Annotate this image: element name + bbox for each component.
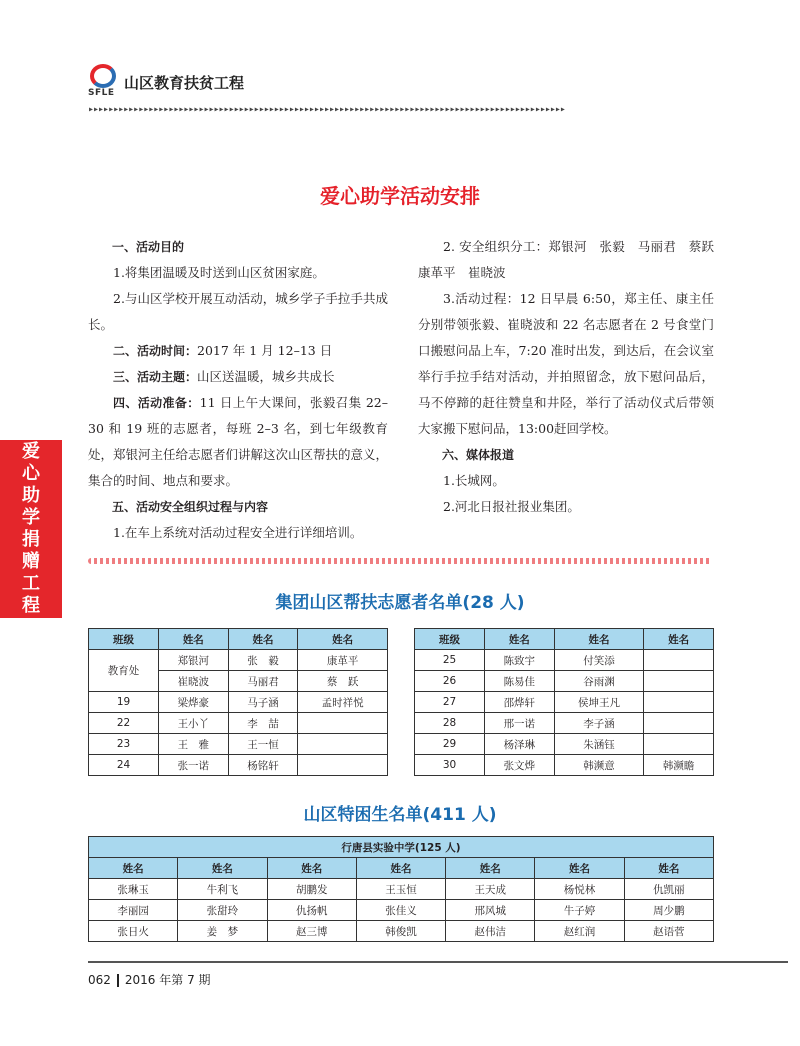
column-header: 姓名 <box>554 629 644 650</box>
column-header: 姓名 <box>178 858 267 879</box>
paragraph: 1.将集团温暖及时送到山区贫困家庭。 <box>113 265 325 280</box>
column-header: 班级 <box>89 629 159 650</box>
right-column <box>418 234 727 520</box>
table-row: 张日火 姜 梦 赵三博 韩俊凯 赵伟洁 赵红润 赵语菅 <box>89 921 714 942</box>
paragraph: 三、活动主题：山区送温暖，城乡共成长 <box>113 369 335 384</box>
page-footer <box>88 971 211 988</box>
column-header: 姓名 <box>356 858 445 879</box>
article-title: 爱心助学活动安排 <box>320 184 480 208</box>
students-table <box>88 836 714 942</box>
column-header: 姓名 <box>267 858 356 879</box>
paragraph: 3.活动过程：12 日早晨 6:50，郑主任、康主任分别带领张毅、崔晓波和 22 名志愿者在 2 号食堂门口搬慰问品上车，7:20 准时出发，到达后，在会议室举行手拉手结对活动，并拍照留念，放下慰问品后，马不停蹄的赶往赞皇和井陉，举行了活动仪式后带领大家搬下慰问品，13:00赶回学校。 <box>418 291 714 436</box>
page-header <box>88 62 244 102</box>
section-sidebar-tab: 爱 心 助 学 捐 赠 工 程 <box>0 440 62 618</box>
column-header: 姓名 <box>298 629 388 650</box>
sfle-logo-icon: SFLE <box>88 64 118 100</box>
table-row: 29 杨泽琳 朱涵钰 <box>415 734 714 755</box>
header-title: 山区教育扶贫工程 <box>124 73 245 92</box>
footer-rule <box>88 961 788 963</box>
volunteers-title: 集团山区帮扶志愿者名单(28 人) <box>275 593 525 613</box>
column-header: 姓名 <box>535 858 624 879</box>
column-header: 姓名 <box>89 858 178 879</box>
paragraph: 2.河北日报社报业集团。 <box>443 499 580 514</box>
table-row: 25 陈致宇 付笑添 <box>415 650 714 671</box>
section-heading: 六、媒体报道 <box>442 448 515 462</box>
table-row: 张琳玉 牛利飞 胡鹏发 王玉恒 王天成 杨悦林 仇凯丽 <box>89 879 714 900</box>
page-number: 062 <box>88 973 111 987</box>
table-row: 19 梁烨豪 马子涵 孟时祥悦 <box>89 692 388 713</box>
paragraph: 2.与山区学校开展互动活动，城乡学子手拉手共成长。 <box>88 291 388 332</box>
table-row: 23 王 雅 王一恒 <box>89 734 388 755</box>
table-row: 教育处 郑银河 张 毅 康革平 <box>89 650 388 671</box>
school-header: 行唐县实验中学(125 人) <box>89 837 714 858</box>
table-row: 27 邵烨轩 侯坤王凡 <box>415 692 714 713</box>
column-header: 姓名 <box>228 629 298 650</box>
table-row: 李丽园 张甜玲 仇扬帆 张佳义 邢风城 牛子婷 周少鹏 <box>89 900 714 921</box>
footer-separator <box>117 974 119 987</box>
students-title: 山区特困生名单(411 人) <box>303 805 497 825</box>
paragraph: 2. 安全组织分工：郑银河 张毅 马丽君 蔡跃 康革平 崔晓波 <box>418 239 727 280</box>
header-divider: ▸▸▸▸▸▸▸▸▸▸▸▸▸▸▸▸▸▸▸▸▸▸▸▸▸▸▸▸▸▸▸▸▸▸▸▸▸▸▸▸▸▸▸▸▸▸▸▸▸▸▸▸▸▸▸▸▸▸▸▸▸▸▸▸▸▸▸▸▸▸▸▸▸▸▸▸▸▸▸▸▸▸▸▸▸▸▸▸▸▸▸▸▸▸▸ <box>88 104 565 112</box>
table-row: 30 张文烨 韩濒意 韩濒瞻 <box>415 755 714 776</box>
paragraph: 1.长城网。 <box>443 473 505 488</box>
column-header: 姓名 <box>159 629 229 650</box>
column-header: 姓名 <box>446 858 535 879</box>
issue-label: 2016 年第 7 期 <box>124 973 211 987</box>
column-header: 班级 <box>415 629 485 650</box>
section-heading: 五、活动安全组织过程与内容 <box>112 500 269 514</box>
volunteers-table-right <box>414 628 714 776</box>
table-row: 26 陈易佳 谷雨渊 <box>415 671 714 692</box>
column-header: 姓名 <box>485 629 555 650</box>
column-header: 姓名 <box>624 858 713 879</box>
paragraph: 四、活动准备：11 日上午大课间，张毅召集 22–30 和 19 班的志愿者，每班 2–3 名，到七年级教育处，郑银河主任给志愿者们讲解这次山区帮扶的意义，集合的时间、地点和要求。 <box>88 395 389 488</box>
decorative-divider <box>88 558 712 564</box>
table-row: 崔晓波 马丽君 蔡 跃 <box>89 671 388 692</box>
paragraph: 二、活动时间：2017 年 1 月 12–13 日 <box>113 343 333 358</box>
paragraph: 1.在车上系统对活动过程安全进行详细培训。 <box>113 525 363 540</box>
column-header: 姓名 <box>644 629 714 650</box>
left-column <box>88 234 388 546</box>
section-heading: 一、活动目的 <box>112 240 185 254</box>
volunteers-table-left <box>88 628 388 776</box>
table-row: 22 王小丫 李 喆 <box>89 713 388 734</box>
table-row: 24 张一诺 杨铭轩 <box>89 755 388 776</box>
table-row: 28 邢一诺 李子涵 <box>415 713 714 734</box>
